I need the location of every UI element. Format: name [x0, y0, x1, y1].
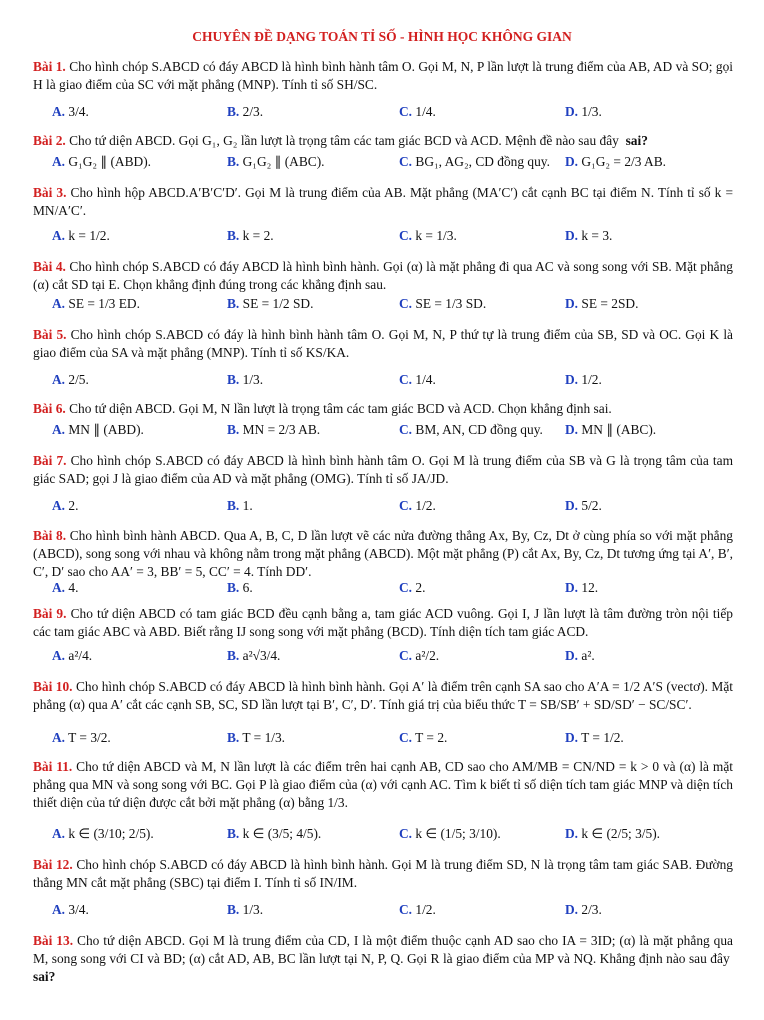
question-number: Bài 8.: [33, 528, 67, 543]
option-b: B. 1/3.: [227, 902, 264, 917]
question-9: [33, 605, 737, 641]
option-b: B. k ∈ (3/5; 4/5).: [227, 826, 322, 841]
option-a: A. 3/4.: [52, 104, 89, 119]
question-number: Bài 13.: [33, 933, 74, 948]
option-a: A. MN ∥ (ABD).: [52, 422, 144, 437]
option-d: D. SE = 2SD.: [565, 296, 639, 311]
question-number: Bài 12.: [33, 857, 73, 872]
option-c: C. 1/2.: [399, 902, 436, 917]
option-b: B. MN = 2/3 AB.: [227, 422, 321, 437]
options-5: [52, 370, 742, 390]
question-number: Bài 9.: [33, 606, 67, 621]
question-text: Cho hình chóp S.ABCD có đáy là hình bình hành tâm O. Gọi M, N, P thứ tự là trung điểm của SB, SD và OC. Gọi K là giao điểm của SA và mặt phẳng (MNP). Tính tỉ số KS/KA.: [33, 327, 737, 360]
option-a: A. k = 1/2.: [52, 228, 110, 243]
options-3: [52, 226, 742, 246]
option-d: D. 1/2.: [565, 372, 602, 387]
question-10: [33, 678, 737, 714]
option-d: D. 2/3.: [565, 902, 602, 917]
question-text: Cho hình chóp S.ABCD có đáy ABCD là hình bình hành tâm O. Gọi M, N, P lần lượt là trung điểm của AB, AD và SO; gọi H là giao điểm của SC với mặt phẳng (MNP). Tính tỉ số SH/SC.: [33, 59, 737, 92]
question-text: Cho tứ diện ABCD. Gọi M là trung điểm của CD, I là một điểm thuộc cạnh AD sao cho IA = 3ID; (α) là mặt phẳng qua M, song song với CI và BD; (α) cắt AD, AB, BC lần lượt tại N, P, Q. Gọi R là giao điểm của MP và NQ. Khẳng định nào sau đây: [33, 933, 737, 966]
question-3: [33, 184, 737, 220]
question-text: Cho hình chóp S.ABCD có đáy ABCD là hình bình hành tâm O. Gọi M là trung điểm của SB và G là trọng tâm của tam giác SAD; gọi J là giao điểm của AD và mặt phẳng (OMG). Tính tỉ số JA/JD.: [33, 453, 737, 486]
option-c: C. 2.: [399, 580, 426, 595]
document-title: CHUYÊN ĐỀ DẠNG TOÁN TỈ SỐ - HÌNH HỌC KHÔNG GIAN: [192, 29, 572, 44]
question-text: Cho tứ diện ABCD. Gọi M, N lần lượt là trọng tâm các tam giác BCD và ACD. Chọn khẳng định sai.: [69, 401, 612, 416]
option-c: C. 1/4.: [399, 104, 436, 119]
question-number: Bài 7.: [33, 453, 67, 468]
options-7: [52, 496, 742, 516]
option-a: A. 3/4.: [52, 902, 89, 917]
option-c: C. SE = 1/3 SD.: [399, 296, 487, 311]
question-text: Cho tứ diện ABCD có tam giác BCD đều cạnh bằng a, tam giác ACD vuông. Gọi I, J lần lượt là tâm đường tròn nội tiếp các tam giác ABC và ABD. Biết rằng IJ song song với mặt phẳng (BCD). Tính diện tích tam giác ACD.: [33, 606, 737, 639]
option-b: B. T = 1/3.: [227, 730, 286, 745]
options-10: [52, 728, 742, 748]
option-c: C. 1/2.: [399, 498, 436, 513]
question-text: Cho tứ diện ABCD. Gọi G₁, G₂ lần lượt là trọng tâm các tam giác BCD và ACD. Mệnh đề nào sau đây: [69, 133, 623, 148]
options-8: [52, 578, 742, 598]
option-d: D. 5/2.: [565, 498, 602, 513]
option-a: A. 2.: [52, 498, 79, 513]
option-b: B. 1/3.: [227, 372, 264, 387]
question-number: Bài 10.: [33, 679, 73, 694]
option-a: A. a²/4.: [52, 648, 93, 663]
question-11: [33, 758, 737, 812]
question-text: Cho tứ diện ABCD và M, N lần lượt là các điểm trên hai cạnh AB, CD sao cho AM/MB = CN/ND = k > 0 và (α) là mặt phẳng qua MN và song song với BC. Gọi P là giao điểm của (α) với cạnh AC. Tìm k biết tỉ số diện tích tam giác MNP và diện tích thiết diện của tứ diện được cắt bởi mặt phẳng (α) bằng 1/3.: [33, 759, 737, 810]
question-number: Bài 11.: [33, 759, 73, 774]
option-c: C. BG₁, AG₂, CD đồng quy.: [399, 154, 550, 169]
option-b: B. k = 2.: [227, 228, 274, 243]
option-d: D. G₁G₂ = 2/3 AB.: [565, 154, 666, 169]
option-b: B. G₁G₂ ∥ (ABC).: [227, 154, 325, 169]
option-b: B. 6.: [227, 580, 253, 595]
option-d: D. k ∈ (2/5; 3/5).: [565, 826, 661, 841]
options-1: [52, 102, 742, 122]
question-emphasis: sai?: [625, 133, 648, 148]
question-12: [33, 856, 737, 892]
question-number: Bài 1.: [33, 59, 66, 74]
question-6: [33, 400, 733, 418]
question-text: Cho hình hộp ABCD.A′B′C′D′. Gọi M là trung điểm của AB. Mặt phẳng (MA′C′) cắt cạnh BC tại điểm N. Tính tỉ số k = MN/A′C′.: [33, 185, 737, 218]
option-d: D. T = 1/2.: [565, 730, 624, 745]
option-c: C. 1/4.: [399, 372, 436, 387]
option-d: D. 1/3.: [565, 104, 602, 119]
question-1: [33, 58, 737, 94]
question-text: Cho hình chóp S.ABCD có đáy ABCD là hình bình hành. Gọi A′ là điểm trên cạnh SA sao cho A′A = 1/2 A′S (vectơ). Mặt phẳng (α) qua A′ cắt các cạnh SB, SC, SD lần lượt tại B′, C′, D′. Tính giá trị của biểu thức T = SB/SB′ + SD/SD′ − SC/SC′.: [33, 679, 737, 712]
question-text: Cho hình bình hành ABCD. Qua A, B, C, D lần lượt vẽ các nửa đường thẳng Ax, By, Cz, Dt ở cùng phía so với mặt phẳng (ABCD), song song với nhau và không nằm trong mặt phẳng (ABCD). Một mặt phẳng (P) cắt Ax, By, Cz, Dt tương ứng tại A′, B′, C′, D′ sao cho AA′ = 3, BB′ = 5, CC′ = 4. Tính DD′.: [33, 528, 737, 579]
question-8: [33, 527, 737, 581]
option-d: D. k = 3.: [565, 228, 613, 243]
option-a: A. 4.: [52, 580, 79, 595]
option-c: C. k ∈ (1/5; 3/10).: [399, 826, 501, 841]
question-5: [33, 326, 737, 362]
options-4: [52, 294, 742, 314]
option-c: C. BM, AN, CD đồng quy.: [399, 422, 543, 437]
option-a: A. SE = 1/3 ED.: [52, 296, 140, 311]
option-a: A. 2/5.: [52, 372, 89, 387]
options-6: [52, 420, 742, 440]
question-number: Bài 6.: [33, 401, 66, 416]
question-number: Bài 5.: [33, 327, 67, 342]
options-12: [52, 900, 742, 920]
option-d: D. 12.: [565, 580, 599, 595]
question-number: Bài 4.: [33, 259, 66, 274]
option-c: C. T = 2.: [399, 730, 448, 745]
option-c: C. a²/2.: [399, 648, 440, 663]
question-4: [33, 258, 737, 294]
option-c: C. k = 1/3.: [399, 228, 457, 243]
options-9: [52, 646, 742, 666]
option-b: B. 1.: [227, 498, 253, 513]
option-b: B. a²√3/4.: [227, 648, 281, 663]
options-11: [52, 824, 742, 844]
option-b: B. 2/3.: [227, 104, 264, 119]
option-d: D. a².: [565, 648, 595, 663]
question-number: Bài 3.: [33, 185, 67, 200]
question-number: Bài 2.: [33, 133, 66, 148]
question-text: Cho hình chóp S.ABCD có đáy ABCD là hình bình hành. Gọi (α) là mặt phẳng đi qua AC và song song với SB. Mặt phẳng (α) cắt SD tại E. Chọn khẳng định đúng trong các khẳng định sau.: [33, 259, 737, 292]
question-text: Cho hình chóp S.ABCD có đáy ABCD là hình bình hành. Gọi M là trung điểm SD, N là trọng tâm tam giác SAB. Đường thẳng MN cắt mặt phẳng (SBC) tại điểm I. Tính tỉ số IN/IM.: [33, 857, 737, 890]
option-a: A. T = 3/2.: [52, 730, 111, 745]
question-7: [33, 452, 737, 488]
option-a: A. G₁G₂ ∥ (ABD).: [52, 154, 151, 169]
option-a: A. k ∈ (3/10; 2/5).: [52, 826, 154, 841]
question-2: [33, 132, 733, 150]
question-13: [33, 932, 737, 986]
options-2: [52, 152, 742, 172]
option-b: B. SE = 1/2 SD.: [227, 296, 314, 311]
question-emphasis: sai?: [33, 969, 56, 984]
option-d: D. MN ∥ (ABC).: [565, 422, 657, 437]
